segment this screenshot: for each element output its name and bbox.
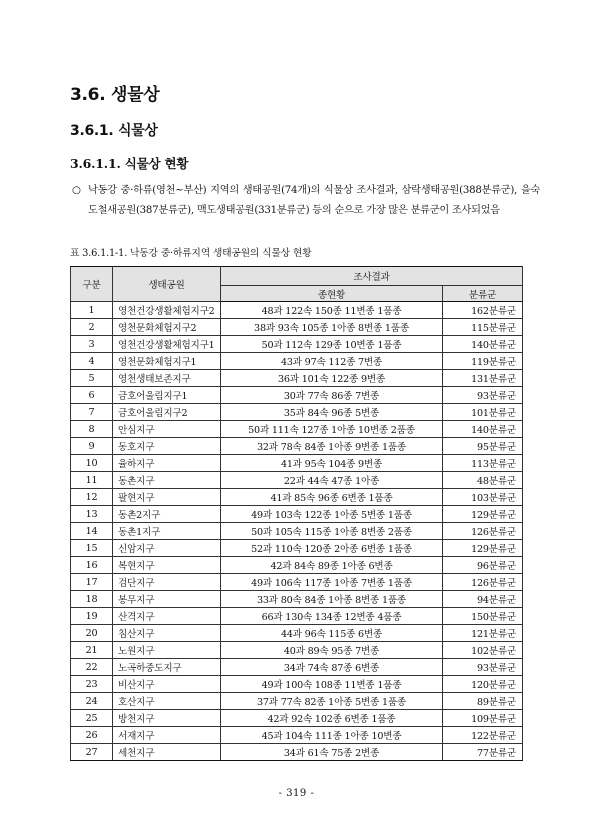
taxa-count: 126분류군	[443, 574, 523, 591]
taxa-count: 113분류군	[443, 455, 523, 472]
row-number: 9	[71, 438, 113, 455]
table-caption: 표 3.6.1.1-1. 낙동강 중·하류지역 생태공원의 식물상 현황	[70, 248, 312, 259]
table-row	[71, 472, 523, 489]
taxa-count: 103분류군	[443, 489, 523, 506]
table-row	[71, 642, 523, 659]
row-number: 6	[71, 387, 113, 404]
park-name: 검단지구	[113, 574, 221, 591]
species-status: 50과 112속 129종 10변종 1품종	[221, 336, 443, 353]
species-status: 40과 89속 95종 7변종	[221, 642, 443, 659]
table-row	[71, 523, 523, 540]
table-row	[71, 319, 523, 336]
row-number: 23	[71, 676, 113, 693]
section-heading-3-6-1: 3.6.1. 식물상	[70, 123, 158, 139]
section-heading-3-6: 3.6. 생물상	[70, 85, 160, 105]
header-survey-result: 조사결과	[221, 267, 523, 286]
table-row	[71, 659, 523, 676]
taxa-count: 96분류군	[443, 557, 523, 574]
header-species-status: 종현황	[221, 286, 443, 302]
taxa-count: 115분류군	[443, 319, 523, 336]
row-number: 1	[71, 302, 113, 319]
row-number: 5	[71, 370, 113, 387]
row-number: 4	[71, 353, 113, 370]
table-row	[71, 455, 523, 472]
park-name: 금호어울림지구2	[113, 404, 221, 421]
park-name: 팔현지구	[113, 489, 221, 506]
species-status: 48과 122속 150종 11변종 1품종	[221, 302, 443, 319]
table-body	[71, 302, 523, 761]
park-name: 영천문화체험지구2	[113, 319, 221, 336]
taxa-count: 150분류군	[443, 608, 523, 625]
taxa-count: 101분류군	[443, 404, 523, 421]
taxa-count: 121분류군	[443, 625, 523, 642]
park-name: 산격지구	[113, 608, 221, 625]
table-row	[71, 727, 523, 744]
species-status: 41과 85속 96종 6변종 1품종	[221, 489, 443, 506]
row-number: 12	[71, 489, 113, 506]
table-row	[71, 744, 523, 761]
row-number: 21	[71, 642, 113, 659]
page-number: - 319 -	[278, 788, 315, 799]
species-status: 34과 74속 87종 6변종	[221, 659, 443, 676]
park-name: 비산지구	[113, 676, 221, 693]
table-row	[71, 302, 523, 319]
species-status: 36과 101속 122종 9변종	[221, 370, 443, 387]
table-row	[71, 489, 523, 506]
taxa-count: 93분류군	[443, 659, 523, 676]
row-number: 15	[71, 540, 113, 557]
table-row	[71, 625, 523, 642]
row-number: 2	[71, 319, 113, 336]
header-park: 생태공원	[113, 267, 221, 302]
species-status: 49과 106속 117종 1아종 7변종 1품종	[221, 574, 443, 591]
table-row	[71, 557, 523, 574]
row-number: 18	[71, 591, 113, 608]
species-status: 42과 84속 89종 1아종 6변종	[221, 557, 443, 574]
species-status: 33과 80속 84종 1아종 8변종 1품종	[221, 591, 443, 608]
row-number: 17	[71, 574, 113, 591]
park-name: 서재지구	[113, 727, 221, 744]
species-status: 34과 61속 75종 2변종	[221, 744, 443, 761]
table-row	[71, 540, 523, 557]
taxa-count: 94분류군	[443, 591, 523, 608]
park-name: 영천건강생활체험지구2	[113, 302, 221, 319]
taxa-count: 119분류군	[443, 353, 523, 370]
species-status: 32과 78속 84종 1아종 9변종 1품종	[221, 438, 443, 455]
park-name: 호산지구	[113, 693, 221, 710]
table-row	[71, 676, 523, 693]
park-name: 노원지구	[113, 642, 221, 659]
species-status: 66과 130속 134종 12변종 4품종	[221, 608, 443, 625]
park-name: 세천지구	[113, 744, 221, 761]
taxa-count: 129분류군	[443, 540, 523, 557]
taxa-count: 102분류군	[443, 642, 523, 659]
table-row	[71, 574, 523, 591]
table-row	[71, 370, 523, 387]
species-status: 43과 97속 112종 7변종	[221, 353, 443, 370]
species-status: 49과 100속 108종 11변종 1품종	[221, 676, 443, 693]
table-row	[71, 353, 523, 370]
species-status: 49과 103속 122종 1아종 5변종 1품종	[221, 506, 443, 523]
taxa-count: 120분류군	[443, 676, 523, 693]
park-name: 동호지구	[113, 438, 221, 455]
row-number: 10	[71, 455, 113, 472]
park-name: 침산지구	[113, 625, 221, 642]
park-name: 복현지구	[113, 557, 221, 574]
taxa-count: 131분류군	[443, 370, 523, 387]
row-number: 13	[71, 506, 113, 523]
park-name: 노곡하중도지구	[113, 659, 221, 676]
row-number: 16	[71, 557, 113, 574]
summary-paragraph	[70, 181, 540, 220]
park-name: 율하지구	[113, 455, 221, 472]
taxa-count: 140분류군	[443, 421, 523, 438]
table-row	[71, 421, 523, 438]
table-row	[71, 438, 523, 455]
summary-text: 낙동강 중·하류(영천~부산) 지역의 생태공원(74개)의 식물상 조사결과, 삼락생태공원(388분류군), 을숙도철새공원(387분류군), 맥도생태공원(331분류군) 등의 순으로 가장 많은 분류군이 조사되었음	[88, 185, 540, 216]
taxa-count: 140분류군	[443, 336, 523, 353]
species-status: 35과 84속 96종 5변종	[221, 404, 443, 421]
taxa-count: 48분류군	[443, 472, 523, 489]
row-number: 7	[71, 404, 113, 421]
species-status: 50과 105속 115종 1아종 8변종 2품종	[221, 523, 443, 540]
park-name: 안심지구	[113, 421, 221, 438]
row-number: 20	[71, 625, 113, 642]
park-name: 봉무지구	[113, 591, 221, 608]
row-number: 19	[71, 608, 113, 625]
species-status: 30과 77속 86종 7변종	[221, 387, 443, 404]
table-row	[71, 591, 523, 608]
park-name: 신암지구	[113, 540, 221, 557]
taxa-count: 126분류군	[443, 523, 523, 540]
park-name: 동촌2지구	[113, 506, 221, 523]
flora-status-table	[70, 266, 523, 761]
species-status: 50과 111속 127종 1아종 10변종 2품종	[221, 421, 443, 438]
park-name: 영천생태보존지구	[113, 370, 221, 387]
taxa-count: 129분류군	[443, 506, 523, 523]
row-number: 22	[71, 659, 113, 676]
taxa-count: 89분류군	[443, 693, 523, 710]
park-name: 영천문화체험지구1	[113, 353, 221, 370]
species-status: 44과 96속 115종 6변종	[221, 625, 443, 642]
row-number: 3	[71, 336, 113, 353]
bullet-circle-icon: ○	[72, 185, 81, 196]
header-taxa: 분류군	[443, 286, 523, 302]
header-no: 구분	[71, 267, 113, 302]
row-number: 25	[71, 710, 113, 727]
table-row	[71, 710, 523, 727]
taxa-count: 109분류군	[443, 710, 523, 727]
taxa-count: 77분류군	[443, 744, 523, 761]
species-status: 22과 44속 47종 1아종	[221, 472, 443, 489]
row-number: 24	[71, 693, 113, 710]
species-status: 42과 92속 102종 6변종 1품종	[221, 710, 443, 727]
table-row	[71, 404, 523, 421]
taxa-count: 122분류군	[443, 727, 523, 744]
table-row	[71, 608, 523, 625]
row-number: 27	[71, 744, 113, 761]
park-name: 영천건강생활체험지구1	[113, 336, 221, 353]
section-heading-3-6-1-1: 3.6.1.1. 식물상 현황	[70, 156, 189, 171]
row-number: 8	[71, 421, 113, 438]
taxa-count: 95분류군	[443, 438, 523, 455]
taxa-count: 162분류군	[443, 302, 523, 319]
species-status: 37과 77속 82종 1아종 5변종 1품종	[221, 693, 443, 710]
table-row	[71, 693, 523, 710]
species-status: 45과 104속 111종 1아종 10변종	[221, 727, 443, 744]
park-name: 동촌1지구	[113, 523, 221, 540]
table-row	[71, 506, 523, 523]
taxa-count: 93분류군	[443, 387, 523, 404]
table-row	[71, 336, 523, 353]
species-status: 41과 95속 104종 9변종	[221, 455, 443, 472]
park-name: 동촌지구	[113, 472, 221, 489]
row-number: 26	[71, 727, 113, 744]
park-name: 방천지구	[113, 710, 221, 727]
row-number: 14	[71, 523, 113, 540]
row-number: 11	[71, 472, 113, 489]
table-row	[71, 387, 523, 404]
species-status: 38과 93속 105종 1아종 8변종 1품종	[221, 319, 443, 336]
park-name: 금호어울림지구1	[113, 387, 221, 404]
species-status: 52과 110속 120종 2아종 6변종 1품종	[221, 540, 443, 557]
